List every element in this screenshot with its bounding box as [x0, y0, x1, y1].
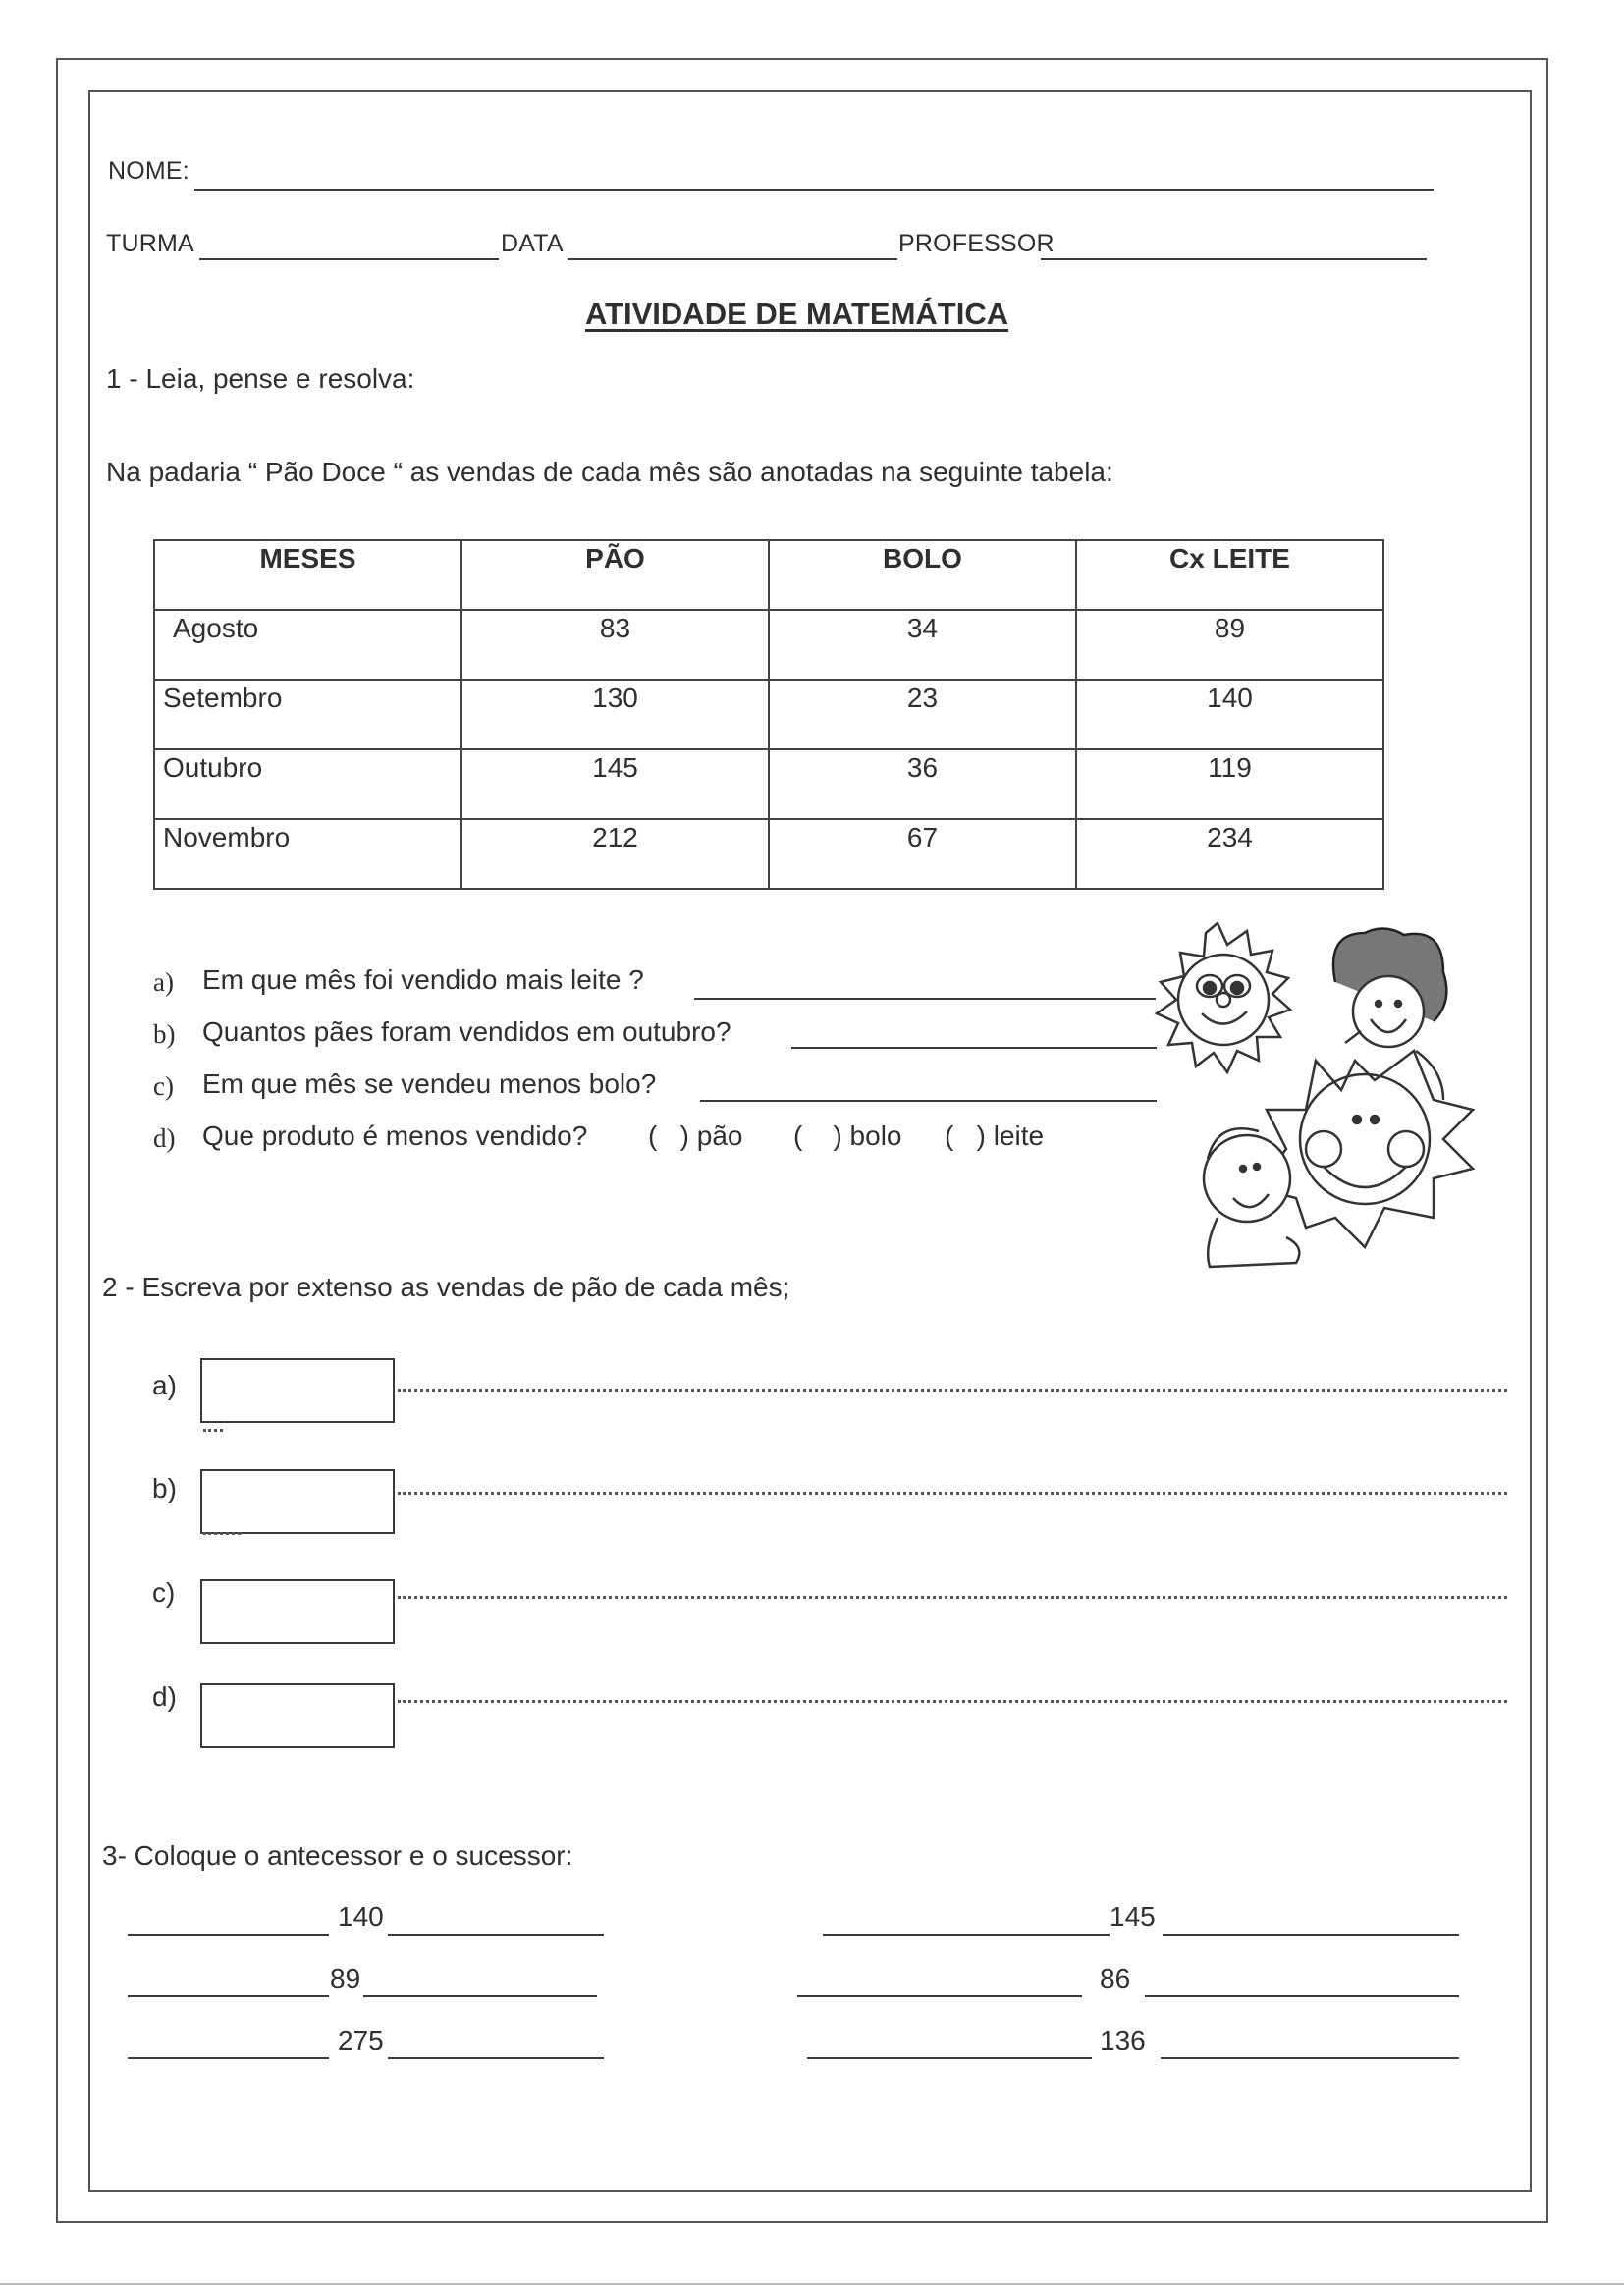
- item-c-writing-line[interactable]: [398, 1596, 1507, 1599]
- section2-heading: 2 - Escreva por extenso as vendas de pão de cada mês;: [102, 1272, 790, 1302]
- cell-pao: 145: [461, 749, 769, 819]
- successor-field-136[interactable]: [1161, 2057, 1459, 2059]
- item-b-number-box[interactable]: [200, 1469, 395, 1534]
- item-a-number-box[interactable]: [200, 1358, 395, 1423]
- sun-with-sunglasses-icon: [1157, 923, 1290, 1072]
- predecessor-field-140[interactable]: [128, 1934, 329, 1936]
- girl-with-pigtails-icon: [1333, 928, 1446, 1100]
- cell-bolo: 36: [769, 749, 1076, 819]
- question-a-text: Em que mês foi vendido mais leite ?: [202, 964, 644, 995]
- item-b-continuation-dots: [203, 1532, 241, 1535]
- cell-leite: 140: [1076, 680, 1383, 749]
- cell-leite: 119: [1076, 749, 1383, 819]
- header-meses: MESES: [154, 540, 461, 610]
- header-bolo: BOLO: [769, 540, 1076, 610]
- predecessor-field-86[interactable]: [797, 1995, 1082, 1997]
- date-field[interactable]: [568, 258, 897, 260]
- question-b-text: Quantos pães foram vendidos em outubro?: [202, 1016, 731, 1047]
- name-field[interactable]: [194, 189, 1434, 191]
- table-header-row: [154, 540, 1383, 610]
- item-c-number-box[interactable]: [200, 1579, 395, 1644]
- question-a-letter: a): [153, 967, 174, 997]
- number-89: 89: [330, 1963, 361, 1994]
- question-b-answer-field[interactable]: [791, 1047, 1157, 1049]
- cell-month: Novembro: [154, 819, 461, 889]
- number-86: 86: [1100, 1963, 1131, 1994]
- item-d-letter: d): [152, 1681, 177, 1712]
- section3-heading: 3- Coloque o antecessor e o sucessor:: [102, 1840, 573, 1871]
- predecessor-field-275[interactable]: [128, 2057, 329, 2059]
- scan-edge-line: [0, 2283, 1624, 2285]
- children-and-sun-illustration: [1149, 913, 1522, 1286]
- item-a-continuation-dots: [203, 1429, 223, 1432]
- cell-pao: 83: [461, 610, 769, 680]
- number-140: 140: [338, 1901, 384, 1932]
- question-d-text: Que produto é menos vendido?: [202, 1121, 588, 1151]
- cell-pao: 212: [461, 819, 769, 889]
- section1-heading: 1 - Leia, pense e resolva:: [106, 363, 415, 394]
- question-c-answer-field[interactable]: [700, 1100, 1157, 1102]
- successor-field-86[interactable]: [1145, 1995, 1459, 1997]
- question-c-text: Em que mês se vendeu menos bolo?: [202, 1068, 657, 1099]
- sales-table: [153, 539, 1384, 890]
- item-a-writing-line[interactable]: [398, 1389, 1507, 1392]
- predecessor-field-89[interactable]: [128, 1995, 329, 1997]
- successor-field-140[interactable]: [388, 1934, 604, 1936]
- question-d-letter: d): [153, 1123, 176, 1153]
- teacher-field[interactable]: [1041, 258, 1427, 260]
- cell-bolo: 67: [769, 819, 1076, 889]
- cell-leite: 234: [1076, 819, 1383, 889]
- number-145: 145: [1110, 1901, 1156, 1932]
- number-136: 136: [1100, 2025, 1146, 2055]
- question-c-letter: c): [153, 1071, 174, 1101]
- item-d-writing-line[interactable]: [398, 1700, 1507, 1703]
- cell-pao: 130: [461, 680, 769, 749]
- predecessor-field-136[interactable]: [807, 2057, 1092, 2059]
- cell-bolo: 23: [769, 680, 1076, 749]
- option-pao-checkbox[interactable]: ( ) pão: [648, 1121, 743, 1151]
- question-b-letter: b): [153, 1019, 176, 1049]
- predecessor-field-145[interactable]: [823, 1934, 1110, 1936]
- cell-month: Setembro: [154, 680, 461, 749]
- class-field[interactable]: [199, 258, 499, 260]
- table-row: [154, 749, 1383, 819]
- section1-intro: Na padaria “ Pão Doce “ as vendas de cada mês são anotadas na seguinte tabela:: [106, 457, 1113, 487]
- teacher-label: PROFESSOR: [898, 230, 1055, 257]
- cell-leite: 89: [1076, 610, 1383, 680]
- successor-field-145[interactable]: [1163, 1934, 1459, 1936]
- header-leite: Cx LEITE: [1076, 540, 1383, 610]
- successor-field-89[interactable]: [363, 1995, 597, 1997]
- cell-month: Agosto: [154, 610, 461, 680]
- question-a-answer-field[interactable]: [694, 998, 1156, 1000]
- table-row: [154, 610, 1383, 680]
- table-row: [154, 680, 1383, 749]
- item-a-letter: a): [152, 1370, 177, 1400]
- item-b-letter: b): [152, 1473, 177, 1503]
- page-title: ATIVIDADE DE MATEMÁTICA: [585, 297, 1009, 331]
- number-275: 275: [338, 2025, 384, 2055]
- item-d-number-box[interactable]: [200, 1683, 395, 1748]
- table-row: [154, 819, 1383, 889]
- option-bolo-checkbox[interactable]: ( ) bolo: [793, 1121, 902, 1151]
- class-label: TURMA: [106, 230, 194, 257]
- cell-month: Outubro: [154, 749, 461, 819]
- option-leite-checkbox[interactable]: ( ) leite: [945, 1121, 1045, 1151]
- cell-bolo: 34: [769, 610, 1076, 680]
- item-b-writing-line[interactable]: [398, 1492, 1507, 1495]
- successor-field-275[interactable]: [388, 2057, 604, 2059]
- date-label: DATA: [501, 230, 564, 257]
- item-c-letter: c): [152, 1577, 176, 1608]
- name-label: NOME:: [108, 157, 189, 185]
- header-pao: PÃO: [461, 540, 769, 610]
